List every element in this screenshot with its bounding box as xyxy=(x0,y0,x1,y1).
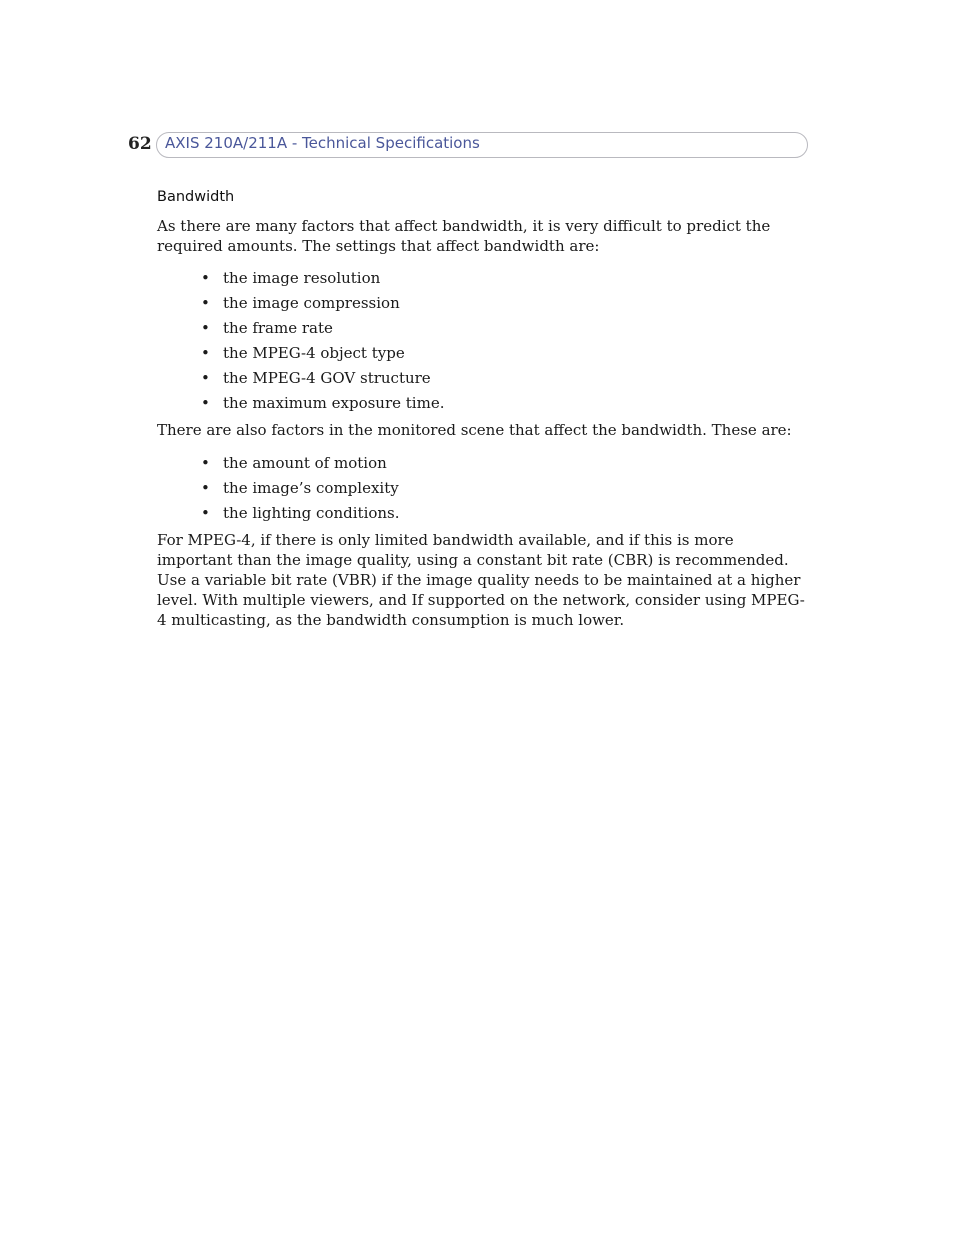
document-title: AXIS 210A/211A - Technical Specifications xyxy=(165,134,480,152)
page-content xyxy=(157,186,807,631)
scene-factors-list xyxy=(157,451,807,526)
settings-list xyxy=(157,266,807,416)
list-item: • the image’s complexity xyxy=(201,476,807,501)
list-item: • the image compression xyxy=(201,291,807,316)
list-item: • the frame rate xyxy=(201,316,807,341)
list-item: • the image resolution xyxy=(201,266,807,291)
page-number: 62 xyxy=(128,134,152,154)
list-item: • the MPEG-4 GOV structure xyxy=(201,366,807,391)
closing-paragraph: For MPEG-4, if there is only limited bandwidth available, and if this is more important than the image quality, using a constant bit rate (CBR) is recommended. Use a variable bit rate (VBR) if the image quality needs to be maintained at a higher level. With multiple viewers, and If supported on the network, consider using MPEG-4 multicasting, as the bandwidth consumption is much lower. xyxy=(157,530,805,630)
intro-paragraph: As there are many factors that affect bandwidth, it is very difficult to predict the required amounts. The settings that affect bandwidth are: xyxy=(157,217,771,256)
scene-paragraph: There are also factors in the monitored scene that affect the bandwidth. These are: xyxy=(157,421,792,440)
list-item: • the MPEG-4 object type xyxy=(201,341,807,366)
list-item: • the maximum exposure time. xyxy=(201,391,807,416)
list-item: • the amount of motion xyxy=(201,451,807,476)
list-item: • the lighting conditions. xyxy=(201,501,807,526)
section-heading: Bandwidth xyxy=(157,189,235,205)
